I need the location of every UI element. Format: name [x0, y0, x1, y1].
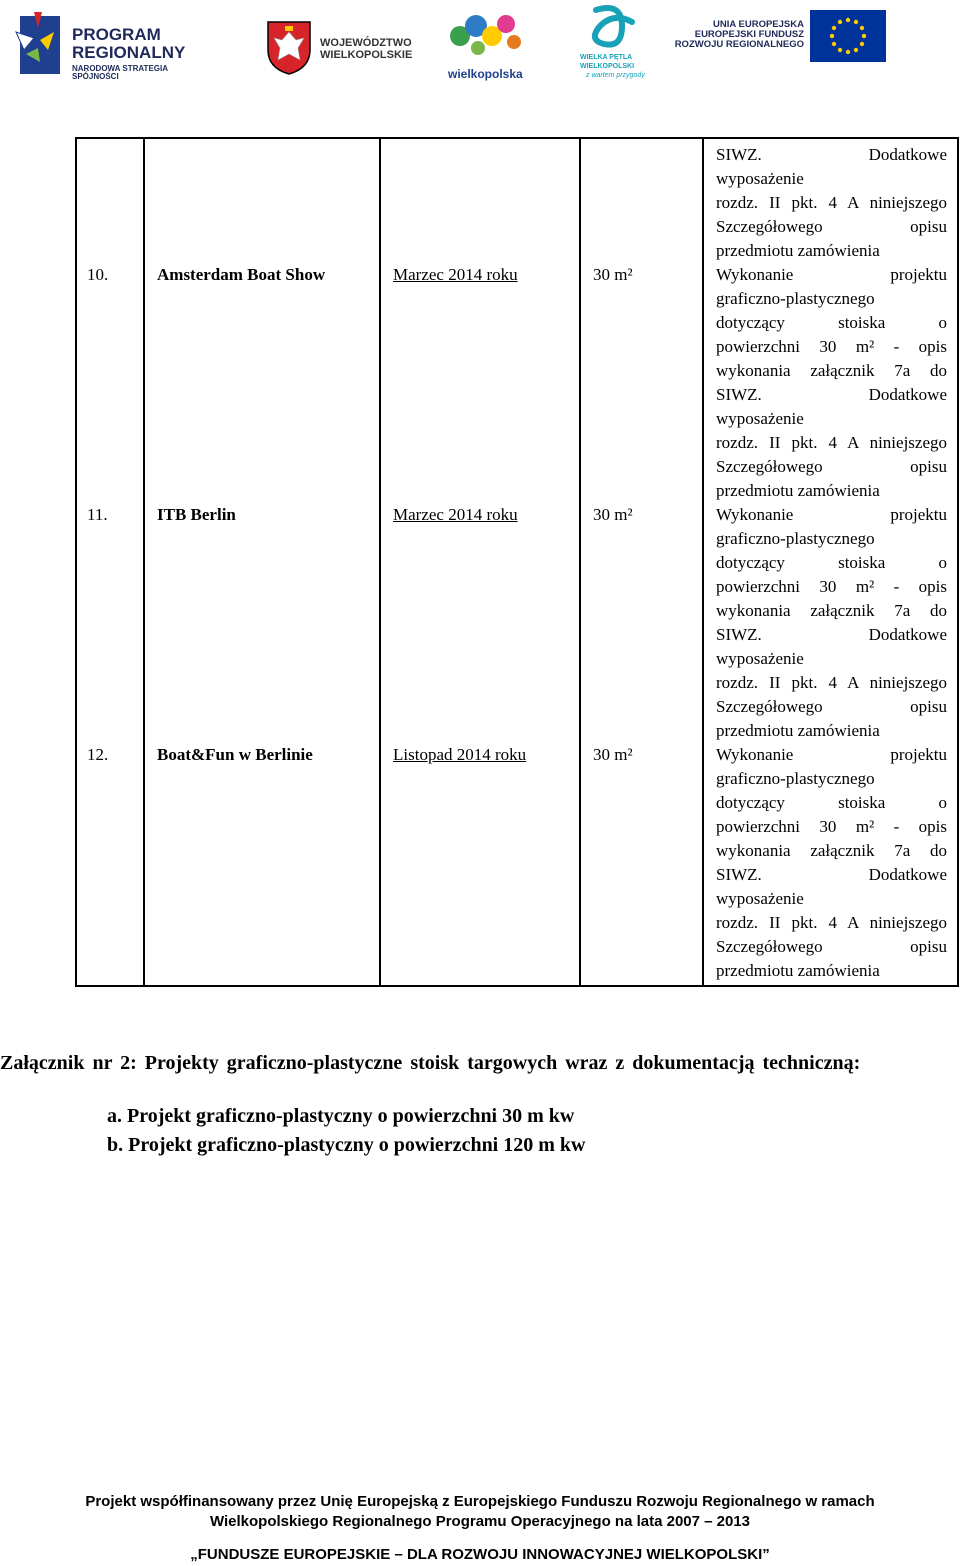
desc-line: Wykonanie projektu: [716, 505, 947, 524]
desc-line: rozdz. II pkt. 4 A niniejszego: [716, 433, 947, 452]
desc-line: graficzno-plastycznego: [716, 529, 875, 548]
event-name: Amsterdam Boat Show: [144, 263, 380, 503]
desc-line: wyposażenie: [716, 409, 804, 428]
desc-line: graficzno-plastycznego: [716, 289, 875, 308]
footer-line1: Projekt współfinansowany przez Unię Europejską z Europejskiego Funduszu Rozwoju Regionalnego w ramach: [85, 1493, 875, 1510]
desc-line: wyposażenie: [716, 889, 804, 908]
stand-area: 30 m²: [580, 743, 703, 986]
desc-line: Szczegółowego opisu: [716, 457, 947, 476]
list-item-text: Projekt graficzno-plastyczny o powierzchni 120 m kw: [128, 1134, 586, 1156]
desc-line: wykonania załącznik 7a do: [716, 601, 947, 620]
desc-line: przedmiotu zamówienia: [716, 721, 880, 740]
desc-line: wyposażenie: [716, 649, 804, 668]
desc-line: Wykonanie projektu: [716, 745, 947, 764]
event-date: Marzec 2014 roku: [380, 503, 580, 743]
table-row: [76, 263, 958, 503]
program-line2: REGIONALNY: [72, 43, 186, 62]
desc-line: przedmiotu zamówienia: [716, 481, 880, 500]
desc-line: wyposażenie: [716, 169, 804, 188]
cell-description: [703, 743, 958, 986]
footer-line2: Wielkopolskiego Regionalnego Programu Operacyjnego na lata 2007 – 2013: [209, 1513, 751, 1530]
desc-line: powierzchni 30 m² - opis: [716, 337, 947, 356]
cell-description: [703, 503, 958, 743]
eu-logo: [674, 10, 886, 62]
cell-description: [703, 138, 958, 263]
desc-line: rozdz. II pkt. 4 A niniejszego: [716, 673, 947, 692]
desc-line: powierzchni 30 m² - opis: [716, 817, 947, 836]
program-regionalny-logo: [14, 10, 214, 80]
petla-line1: WIELKA PĘTLA: [580, 54, 633, 61]
program-subtitle: NARODOWA STRATEGIA SPÓJNOŚCI: [72, 64, 168, 82]
event-name: Boat&Fun w Berlinie: [144, 743, 380, 986]
cell-date: [380, 138, 580, 263]
desc-line: Wykonanie projektu: [716, 265, 947, 284]
desc-line: przedmiotu zamówienia: [716, 961, 880, 980]
attachment-section: [0, 1050, 905, 1160]
desc-line: dotyczący stoiska o: [716, 553, 947, 572]
footer-cofinancing: [0, 1492, 960, 1532]
event-date: Listopad 2014 roku: [380, 743, 580, 986]
cell-num: [76, 138, 144, 263]
desc-line: Szczegółowego opisu: [716, 937, 947, 956]
table-row-continuation: [76, 138, 958, 263]
desc-line: SIWZ. Dodatkowe: [716, 865, 947, 884]
stand-area: 30 m²: [580, 263, 703, 503]
petla-tagline: z wartem przygody: [586, 72, 645, 79]
wielka-petla-logo: [574, 4, 656, 86]
row-number: 10.: [76, 263, 144, 503]
desc-line: SIWZ. Dodatkowe: [716, 145, 947, 164]
list-item-letter: b.: [107, 1134, 124, 1156]
wojewodztwo-logo: [266, 20, 413, 76]
event-date: Marzec 2014 roku: [380, 263, 580, 503]
list-item: [107, 1131, 905, 1160]
list-item-text: Projekt graficzno-plastyczny o powierzchni 30 m kw: [127, 1105, 575, 1127]
cell-area: [580, 138, 703, 263]
desc-line: wykonania załącznik 7a do: [716, 361, 947, 380]
desc-line: Szczegółowego opisu: [716, 217, 947, 236]
desc-line: dotyczący stoiska o: [716, 793, 947, 812]
list-item: [107, 1102, 905, 1131]
table-row: [76, 503, 958, 743]
footer-slogan: „FUNDUSZE EUROPEJSKIE – DLA ROZWOJU INNOWACYJNEJ WIELKOPOLSKI”: [190, 1546, 770, 1563]
row-number: 11.: [76, 503, 144, 743]
desc-line: wykonania załącznik 7a do: [716, 841, 947, 860]
events-table: [75, 137, 959, 987]
cell-description: [703, 263, 958, 503]
stand-area: 30 m²: [580, 503, 703, 743]
row-number: 12.: [76, 743, 144, 986]
program-regionalny-emblem-icon: [14, 10, 66, 76]
program-line1: PROGRAM: [72, 25, 161, 44]
desc-line: przedmiotu zamówienia: [716, 241, 880, 260]
event-name: ITB Berlin: [144, 503, 380, 743]
attachment-title: Załącznik nr 2: Projekty graficzno-plastyczne stoisk targowych wraz z dokumentacją techniczną:: [0, 1052, 861, 1074]
table-row: [76, 743, 958, 986]
wojewodztwo-text: WOJEWÓDZTWO WIELKOPOLSKIE: [320, 37, 413, 61]
desc-line: rozdz. II pkt. 4 A niniejszego: [716, 913, 947, 932]
wielkopolska-logo: [444, 6, 536, 86]
cell-name: [144, 138, 380, 263]
eu-text: UNIA EUROPEJSKA EUROPEJSKI FUNDUSZ ROZWOJU REGIONALNEGO: [674, 19, 804, 50]
petla-line2: WIELKOPOLSKI: [580, 63, 635, 70]
attachment-list: [0, 1102, 905, 1160]
desc-line: Szczegółowego opisu: [716, 697, 947, 716]
desc-line: rozdz. II pkt. 4 A niniejszego: [716, 193, 947, 212]
loop-icon: [574, 4, 656, 52]
desc-line: powierzchni 30 m² - opis: [716, 577, 947, 596]
desc-line: SIWZ. Dodatkowe: [716, 625, 947, 644]
list-item-letter: a.: [107, 1105, 122, 1127]
header-logos: [0, 0, 960, 90]
desc-line: dotyczący stoiska o: [716, 313, 947, 332]
wielkopolska-swirl-icon: [444, 6, 526, 64]
coat-of-arms-icon: [266, 20, 312, 76]
desc-line: SIWZ. Dodatkowe: [716, 385, 947, 404]
desc-line: graficzno-plastycznego: [716, 769, 875, 788]
wielkopolska-text: wielkopolska: [448, 67, 523, 81]
eu-flag-icon: [810, 10, 886, 62]
